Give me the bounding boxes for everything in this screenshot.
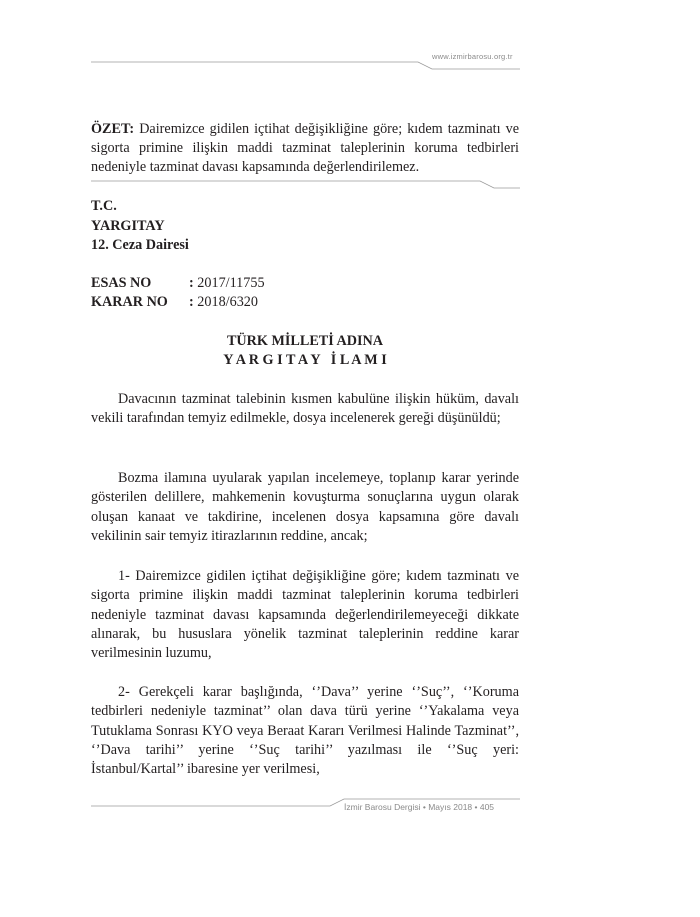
paragraph-4: 2- Gerekçeli karar başlığında, ‘’Dava’’ yerine ‘’Suç’’, ‘’Koruma tedbirleri nedeniyle tazminat’’ olan dava türü yerine ‘’Yakalama veya Tutuklama Sonrası KYO veya Beraat Kararı Verilmesi Halinde Tazminat’’, ‘’Dava tarihi’’ yerine ‘’Suç tarihi’’ yazılması ile ‘’Suç yeri: İstanbul/Kartal’’ ibaresine yer verilmesi, [91,684,519,778]
karar-row [91,293,258,312]
court-tc: T.C. [91,198,117,214]
title-line-2: Y A R G I T A Y İ L A M I [223,352,387,368]
title-line-1: TÜRK MİLLETİ ADINA [226,333,384,349]
paragraph-2: Bozma ilamına uyularak yapılan incelemeye, toplanıp karar yerinde gösterilen delillere, mahkemenin kovuşturma sonuçlarına uygun olarak oluşan kanaat ve takdirine, incelenen dosya kapsamına göre davalı vekilinin sair temyiz itirazlarının reddine, ancak; [91,470,519,544]
karar-colon: : [189,294,194,310]
summary [91,120,519,178]
karar-value: 2018/6320 [197,294,258,310]
paragraph-1: Davacının tazminat talebinin kısmen kabulüne ilişkin hüküm, davalı vekili tarafından temyiz edilmekle, dosya incelenerek gereği düşünüldü; [91,391,519,427]
header-rule [91,62,520,69]
court-heading [91,197,189,256]
summary-rule [91,181,520,188]
esas-colon: : [189,275,194,291]
summary-text: Dairemizce gidilen içtihat değişikliğine göre; kıdem tazminatı ve sigorta primine ilişkin maddi tazminat taleplerinin koruma tedbirleri nedeniyle tazminat davası kapsamında değerlendirilemez. [91,121,519,176]
summary-label: ÖZET: [91,121,135,137]
paragraph-3: 1- Dairemizce gidilen içtihat değişikliğine göre; kıdem tazminatı ve sigorta primine ilişkin maddi tazminat taleplerinin koruma tedbirleri nedeniyle tazminat davası kapsamında değerlendirilemeyeceği dikkate alınarak, bu hususlara yönelik tazminat taleplerinin reddine karar verilmesinin luzumu, [91,568,519,662]
footer-text: İzmir Barosu Dergisi • Mayıs 2018 • 405 [344,802,495,812]
court-chamber: 12. Ceza Dairesi [91,237,189,253]
esas-label: ESAS NO [91,275,152,291]
karar-label: KARAR NO [91,294,168,310]
court-yargitay: YARGITAY [91,217,165,234]
esas-row [91,274,265,293]
esas-value: 2017/11755 [197,275,265,291]
header-url: www.izmirbarosu.org.tr [432,52,513,61]
